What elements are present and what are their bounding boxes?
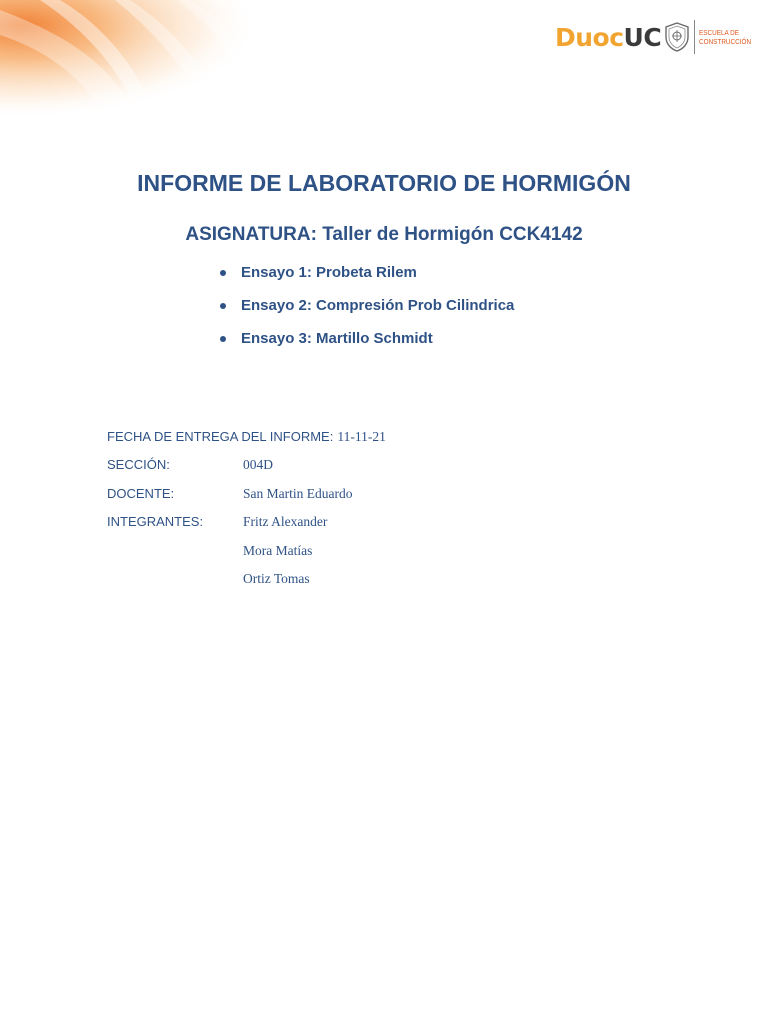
university-seal-icon	[664, 22, 690, 52]
member-name: Ortiz Tomas	[243, 570, 310, 586]
logo-school-name	[699, 28, 751, 46]
logo-school-line2: CONSTRUCCIÓN	[699, 37, 752, 46]
section-value: 004D	[243, 457, 273, 473]
delivery-date-row	[107, 429, 607, 457]
bullet-icon	[220, 303, 226, 309]
member-name: Fritz Alexander	[243, 514, 328, 530]
test-label: Ensayo 2: Compresión Prob Cilindrica	[241, 297, 515, 314]
bullet-icon	[220, 270, 226, 276]
delivery-date-value: 11-11-21	[337, 429, 386, 444]
members-row	[107, 514, 607, 542]
bullet-icon	[220, 336, 226, 342]
duocuc-logo	[555, 16, 760, 58]
test-label: Ensayo 1: Probeta Rilem	[241, 264, 417, 281]
members-row-continued	[107, 571, 607, 599]
section-row	[107, 457, 607, 485]
members-row-continued	[107, 543, 607, 571]
document-title: INFORME DE LABORATORIO DE HORMIGÓN	[137, 170, 631, 196]
logo-brand-primary: Duoc	[555, 22, 624, 52]
logo-school-line1: ESCUELA DE	[699, 28, 740, 37]
delivery-date-label: FECHA DE ENTREGA DEL INFORME:	[107, 429, 334, 444]
teacher-value: San Martin Eduardo	[243, 485, 353, 501]
list-item	[220, 330, 514, 363]
logo-divider	[694, 20, 695, 54]
member-name: Mora Matías	[243, 542, 313, 558]
test-label: Ensayo 3: Martillo Schmidt	[241, 330, 433, 347]
list-item	[220, 264, 514, 297]
section-label: SECCIÓN:	[107, 457, 170, 473]
members-label: INTEGRANTES:	[107, 514, 204, 530]
report-info	[107, 429, 607, 599]
teacher-row	[107, 486, 607, 514]
document-subtitle: ASIGNATURA: Taller de Hormigón CCK4142	[185, 224, 583, 245]
test-list	[220, 264, 514, 363]
logo-brand-secondary: UC	[623, 22, 662, 52]
list-item	[220, 297, 514, 330]
teacher-label: DOCENTE:	[107, 485, 175, 501]
